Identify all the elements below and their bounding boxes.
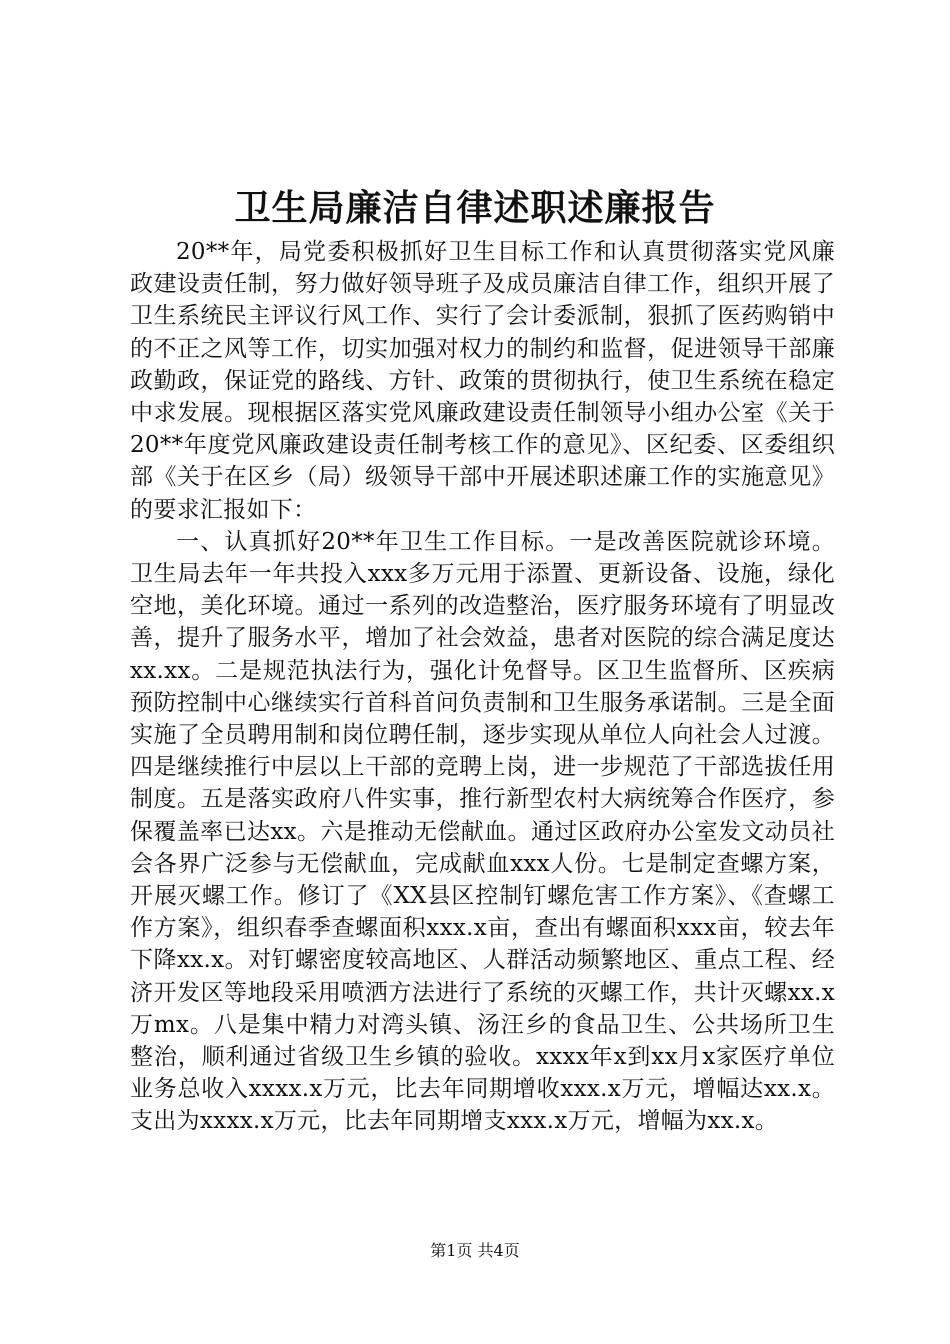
document-title: 卫生局廉洁自律述职述廉报告 xyxy=(234,187,716,229)
page-number-footer: 第1页 共4页 xyxy=(430,1241,520,1260)
document-body xyxy=(130,236,835,1138)
paragraph-intro: 20**年，局党委积极抓好卫生目标工作和认真贯彻落实党风廉政建设责任制，努力做好领导班子及成员廉洁自律工作，组织开展了卫生系统民主评议行风工作、实行了会计委派制，狠抓了医药购销中的不正之风等工作，切实加强对权力的制约和监督，促进领导干部廉政勤政，保证党的路线、方针、政策的贯彻执行，使卫生系统在稳定中求发展。现根据区落实党风廉政建设责任制领导小组办公室《关于20**年度党风廉政建设责任制考核工作的意见》、区纪委、区委组织部《关于在区乡（局）级领导干部中开展述职述廉工作的实施意见》的要求汇报如下： xyxy=(130,239,835,523)
paragraph-section-one: 一、认真抓好20**年卫生工作目标。一是改善医院就诊环境。卫生局去年一年共投入xxx多万元用于添置、更新设备、设施，绿化空地，美化环境。通过一系列的改造整治，医疗服务环境有了明显改善，提升了服务水平，增加了社会效益，患者对医院的综合满足度达xx.xx。二是规范执法行为，强化计免督导。区卫生监督所、区疾病预防控制中心继续实行首科首问负责制和卫生服务承诺制。三是全面实施了全员聘用制和岗位聘任制，逐步实现从单位人向社会人过渡。四是继续推行中层以上干部的竞聘上岗，进一步规范了干部选拔任用制度。五是落实政府八件实事，推行新型农村大病统筹合作医疗，参保覆盖率已达xx。六是推动无偿献血。通过区政府办公室发文动员社会各界广泛参与无偿献血，完成献血xxx人份。七是制定查螺方案，开展灭螺工作。修订了《XX县区控制钉螺危害工作方案》、《查螺工作方案》，组织春季查螺面积xxx.x亩，查出有螺面积xxx亩，较去年下降xx.x。对钉螺密度较高地区、人群活动频繁地区、重点工程、经济开发区等地段采用喷洒方法进行了系统的灭螺工作，共计灭螺xx.x万mx。八是集中精力对湾头镇、汤汪乡的食品卫生、公共场所卫生整治，顺利通过省级卫生乡镇的验收。xxxx年x到xx月x家医疗单位业务总收入xxxx.x万元，比去年同期增收xxx.x万元，增幅达xx.x。支出为xxxx.x万元，比去年同期增支xxx.x万元，增幅为xx.x。 xyxy=(130,528,835,1135)
